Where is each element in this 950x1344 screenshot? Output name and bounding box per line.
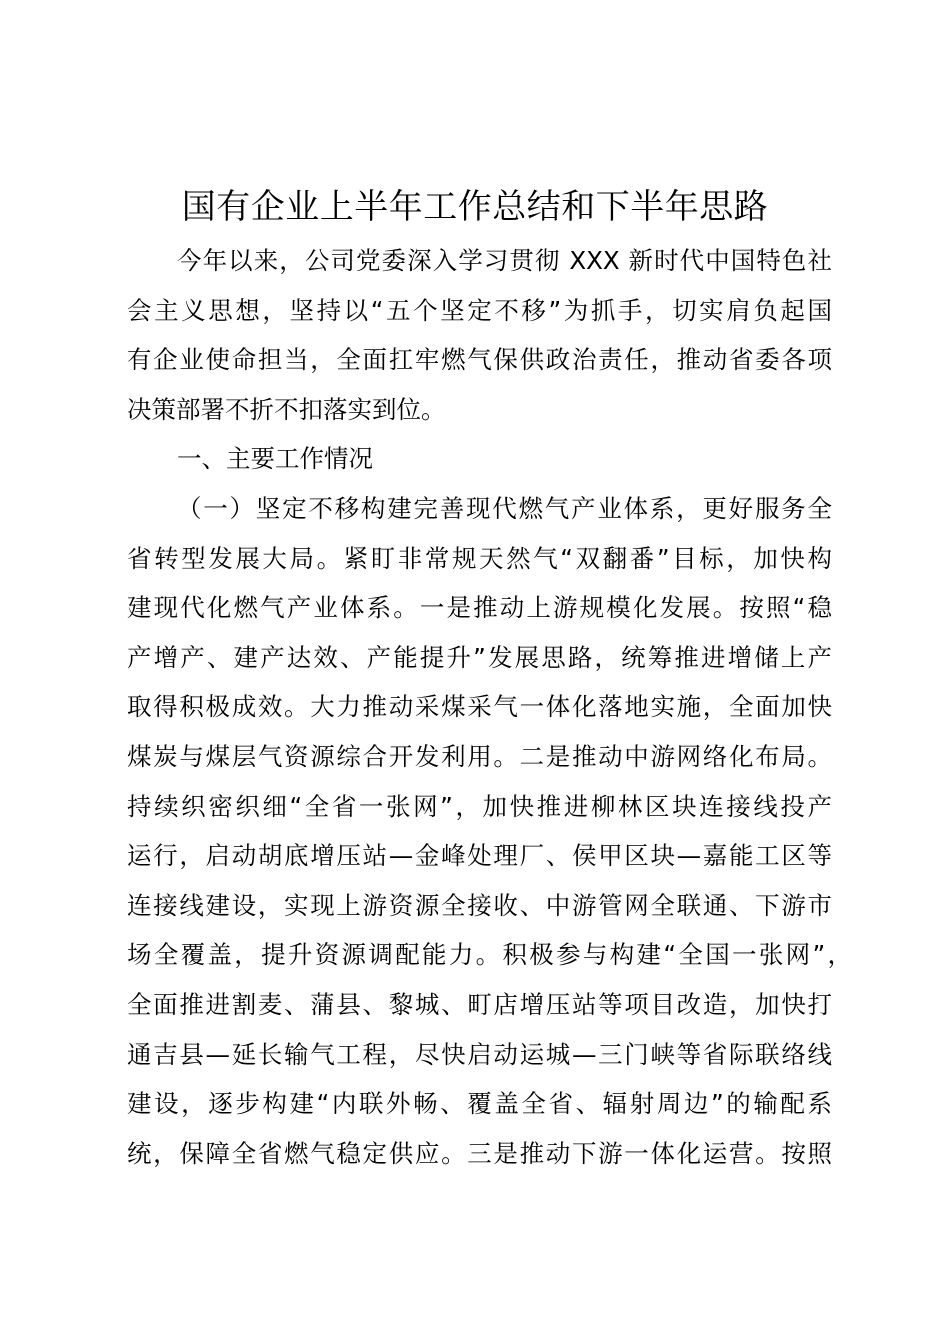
paragraph-line: 有企业使命担当，全面扛牢燃气保供政治责任，推动省委各项 bbox=[127, 345, 832, 375]
paragraph-line: （一）坚定不移构建完善现代燃气产业体系，更好服务全 bbox=[177, 493, 832, 523]
paragraph-line: 煤炭与煤层气资源综合开发利用。二是推动中游网络化布局。 bbox=[127, 741, 832, 771]
paragraph-line: 全面推进割麦、蒲县、黎城、町店增压站等项目改造，加快打 bbox=[127, 989, 832, 1019]
paragraph-line: 连接线建设，实现上游资源全接收、中游管网全联通、下游市 bbox=[127, 890, 832, 920]
paragraph-line: 持续织密织细“全省一张网”，加快推进柳林区块连接线投产 bbox=[127, 791, 832, 821]
paragraph-line: 省转型发展大局。紧盯非常规天然气“双翻番”目标，加快构 bbox=[127, 543, 832, 573]
paragraph-line: 取得积极成效。大力推动采煤采气一体化落地实施，全面加快 bbox=[127, 692, 832, 722]
paragraph-line: 决策部署不折不扣落实到位。 bbox=[127, 394, 446, 424]
paragraph-line: 通吉县—延长输气工程，尽快启动运城—三门峡等省际联络线 bbox=[127, 1039, 832, 1069]
paragraph-line: 统，保障全省燃气稳定供应。三是推动下游一体化运营。按照 bbox=[127, 1138, 832, 1168]
paragraph-line: 建现代化燃气产业体系。一是推动上游规模化发展。按照“稳 bbox=[127, 593, 832, 623]
section-heading: 一、主要工作情况 bbox=[177, 444, 373, 474]
paragraph-line: 今年以来，公司党委深入学习贯彻 XXX 新时代中国特色社 bbox=[177, 246, 832, 275]
paragraph-line: 运行，启动胡底增压站—金峰处理厂、侯甲区块—嘉能工区等 bbox=[127, 841, 832, 871]
paragraph-line: 会主义思想，坚持以“五个坚定不移”为抓手，切实肩负起国 bbox=[127, 295, 832, 325]
paragraph-line: 产增产、建产达效、产能提升”发展思路，统筹推进增储上产 bbox=[127, 642, 832, 672]
document-title: 国有企业上半年工作总结和下半年思路 bbox=[181, 187, 769, 227]
paragraph-line: 建设，逐步构建“内联外畅、覆盖全省、辐射周边”的输配系 bbox=[127, 1089, 832, 1119]
paragraph-line: 场全覆盖，提升资源调配能力。积极参与构建“全国一张网”， bbox=[127, 940, 852, 970]
document-body bbox=[127, 236, 852, 1178]
